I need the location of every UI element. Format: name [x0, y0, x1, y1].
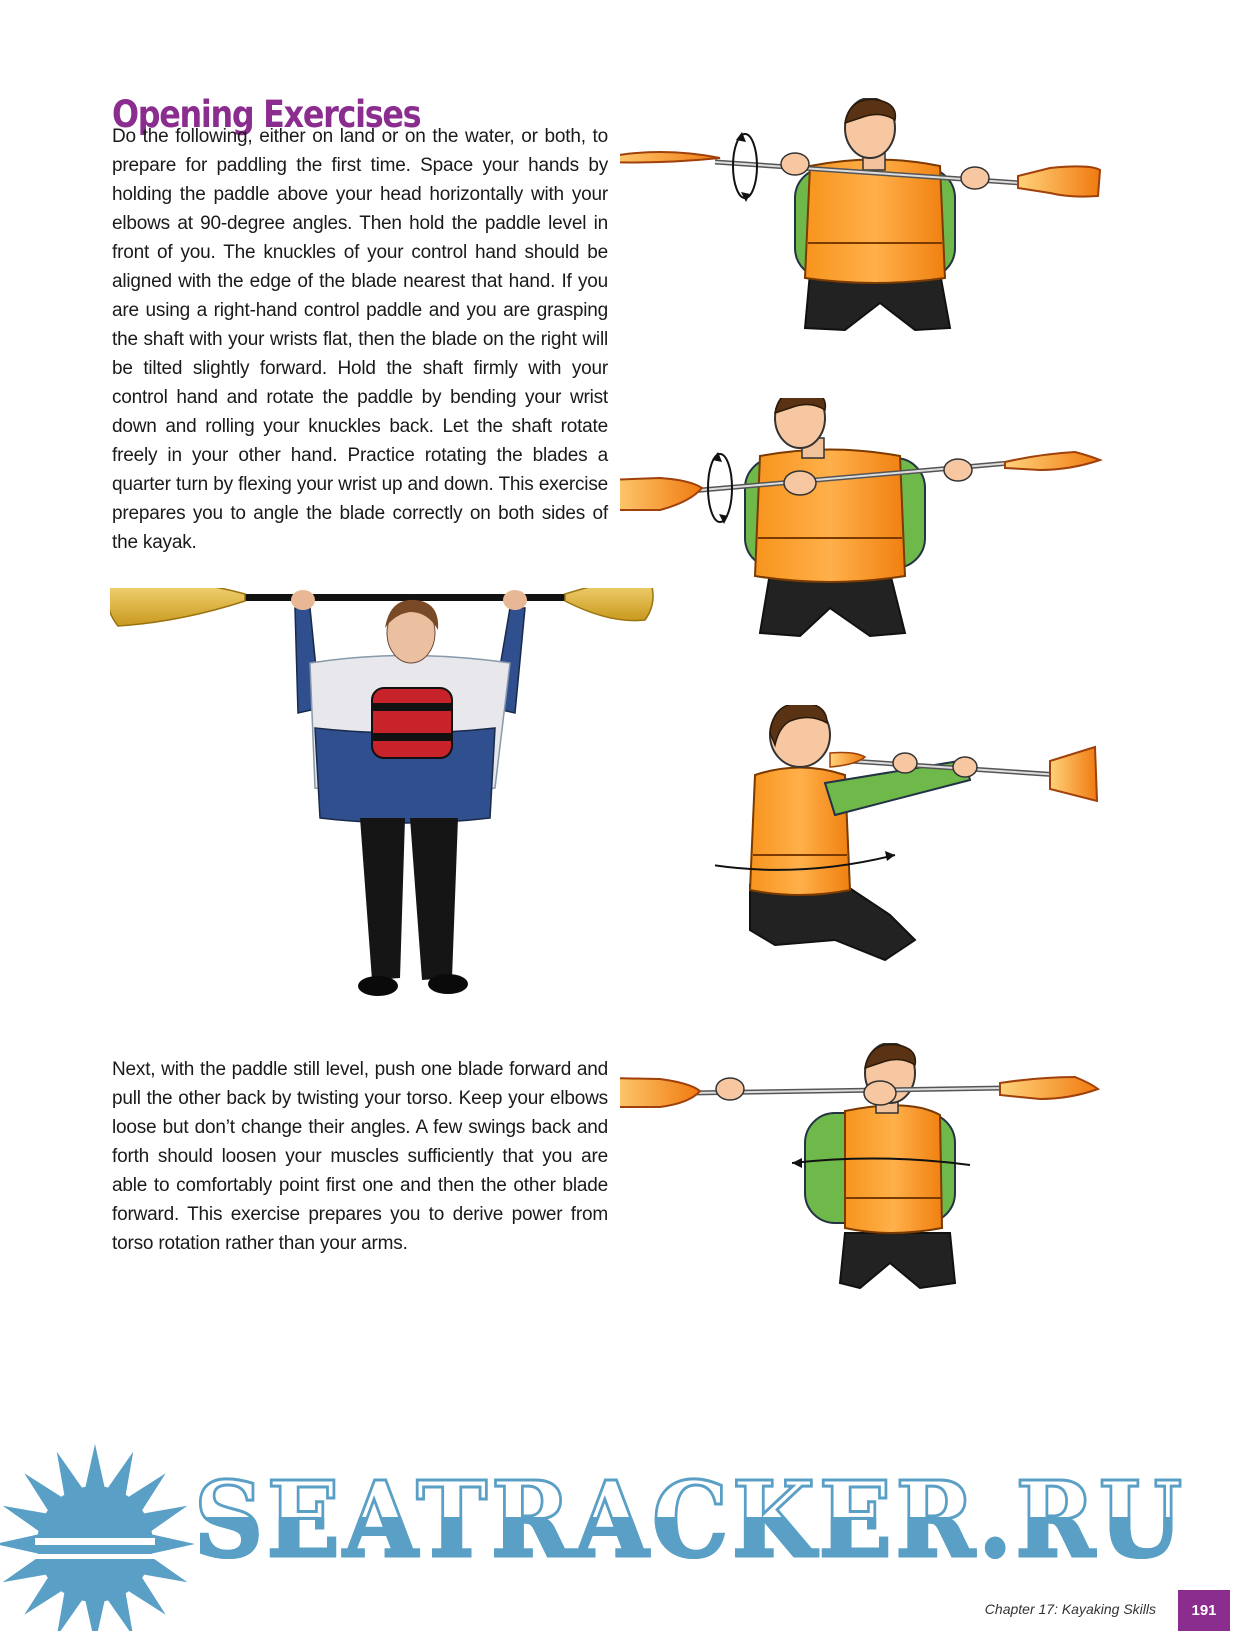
watermark-text: SEATRACKER.RU: [194, 1458, 1186, 1581]
illustration-torso-twist: [620, 1043, 1140, 1313]
illustration-paddle-rotation-1: [620, 98, 1140, 358]
photo-paddle-overhead: [110, 588, 680, 1028]
paragraph-torso-rotation: Next, with the paddle still level, push one blade forward and pull the other back by twisting your torso. Keep your elbows loose but don’t change their angles. A few swings back and forth should loosen your muscles sufficiently that you are able to comfortably point first one and then the other blade forward. This exercise prepares you to derive power from torso rotation rather than your arms.: [112, 1059, 608, 1254]
page-title: Opening Exercises: [112, 92, 421, 136]
paragraph-intro: Do the following, either on land or on the water, or both, to prepare for paddling the first time. Space your hands by holding the paddle above your head horizontally with your elbows at 90-degree angles. Then hold the paddle level in front of you. The knuckles of your control hand should be aligned with the edge of the blade nearest that hand. If you are using a right-hand control paddle and you are grasping the shaft with your wrists flat, then the blade on the right will be tilted slightly forward. Hold the shaft firmly with your control hand and rotate the paddle by bending your wrist down and rolling your knuckles back. Let the shaft rotate freely in your other hand. Practice rotating the blades a quarter turn by flexing your wrist up and down. This exercise prepares you to angle the blade correctly on both sides of the kayak.: [112, 126, 608, 553]
illustration-paddle-reach: [715, 705, 1145, 995]
illustration-paddle-rotation-2: [620, 398, 1140, 658]
page-number-badge: 191: [1178, 1590, 1230, 1631]
footer-chapter-label: Chapter 17: Kayaking Skills: [984, 1601, 1156, 1617]
